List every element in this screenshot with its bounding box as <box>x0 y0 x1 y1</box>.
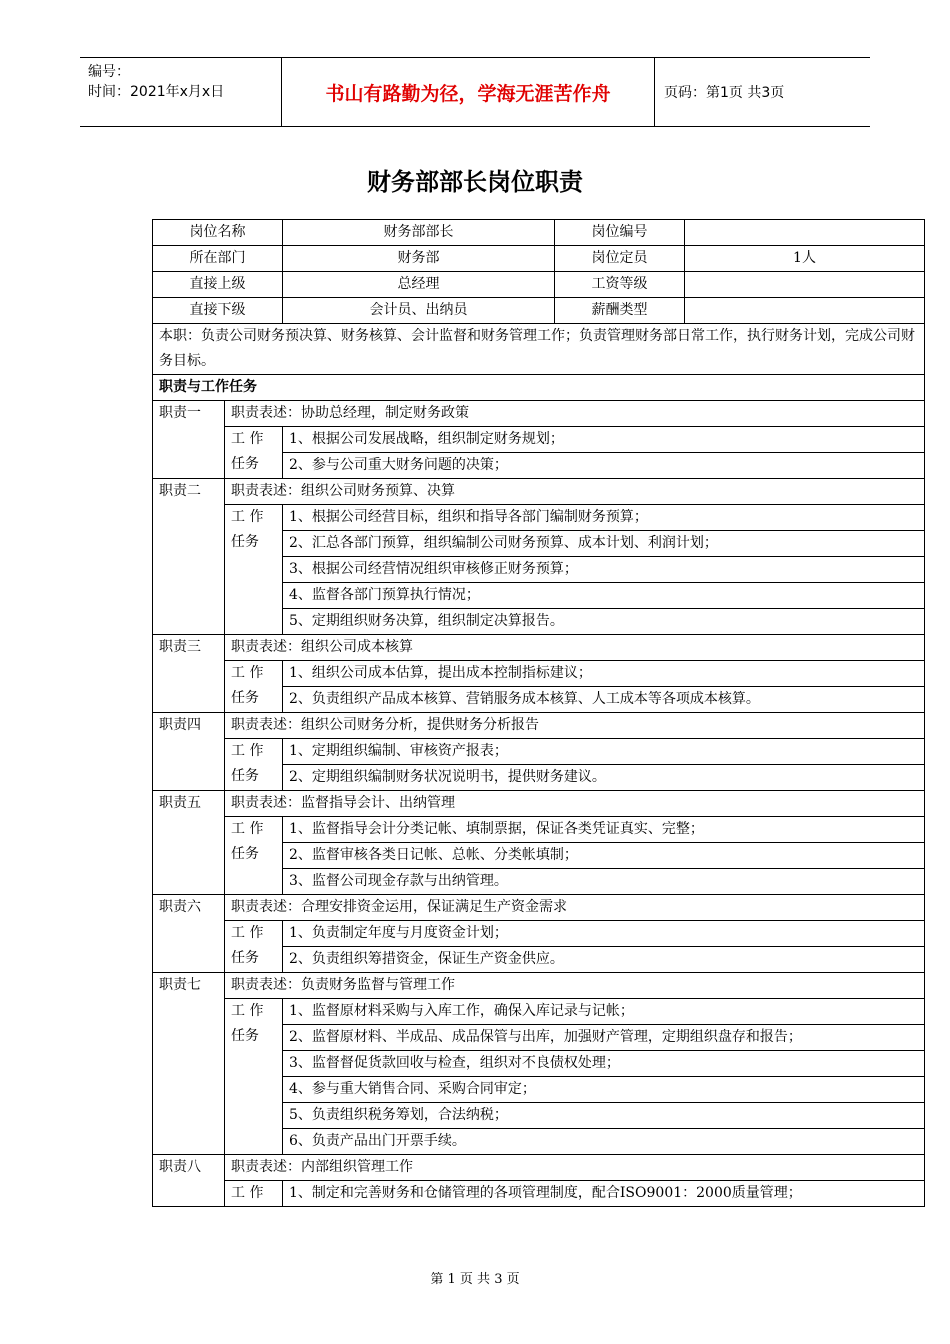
task-label <box>225 999 283 1155</box>
quota-value: 1人 <box>685 246 925 272</box>
duty-description: 职责表述：内部组织管理工作 <box>225 1155 925 1181</box>
duty-row <box>153 895 925 921</box>
task-item: 2、负责组织产品成本核算、营销服务成本核算、人工成本等各项成本核算。 <box>283 687 925 713</box>
task-item: 4、监督各部门预算执行情况； <box>283 583 925 609</box>
salary-value <box>685 298 925 324</box>
summary-row <box>153 324 925 375</box>
duty-name: 职责三 <box>153 635 225 713</box>
task-item: 2、定期组织编制财务状况说明书，提供财务建议。 <box>283 765 925 791</box>
task-label-bottom: 任务 <box>231 456 259 472</box>
document-title: 财务部部长岗位职责 <box>367 168 583 196</box>
section-title: 职责与工作任务 <box>153 375 925 401</box>
task-row <box>153 1181 925 1207</box>
task-row <box>153 739 925 765</box>
duty-row <box>153 791 925 817</box>
duty-row <box>153 401 925 427</box>
duty-description: 职责表述：合理安排资金运用，保证满足生产资金需求 <box>225 895 925 921</box>
task-label <box>225 1181 283 1207</box>
job-summary: 本职：负责公司财务预决算、财务核算、会计监督和财务管理工作；负责管理财务部日常工作，执行财务计划，完成公司财务目标。 <box>153 324 925 375</box>
task-item: 2、监督审核各类日记帐、总帐、分类帐填制； <box>283 843 925 869</box>
number-label: 编号： <box>88 64 130 80</box>
task-label <box>225 817 283 895</box>
task-row <box>153 505 925 531</box>
duty-name: 职责二 <box>153 479 225 635</box>
task-row <box>153 921 925 947</box>
duty-row <box>153 713 925 739</box>
subordinate-value: 会计员、出纳员 <box>283 298 555 324</box>
task-label-bottom: 任务 <box>231 846 259 862</box>
duty-row <box>153 635 925 661</box>
duty-name: 职责七 <box>153 973 225 1155</box>
subordinate-label: 直接下级 <box>153 298 283 324</box>
task-label-top: 工 作 <box>231 925 264 941</box>
task-label-top: 工 作 <box>231 1003 264 1019</box>
task-label <box>225 921 283 973</box>
time-label: 时间：2021年x月x日 <box>88 84 225 100</box>
duty-name: 职责四 <box>153 713 225 791</box>
task-item: 1、负责制定年度与月度资金计划； <box>283 921 925 947</box>
duty-row <box>153 479 925 505</box>
duty-name: 职责一 <box>153 401 225 479</box>
header-divider <box>654 58 655 126</box>
task-label <box>225 427 283 479</box>
post-no-label: 岗位编号 <box>555 220 685 246</box>
task-item: 2、监督原材料、半成品、成品保管与出库，加强财产管理，定期组织盘存和报告； <box>283 1025 925 1051</box>
task-item: 3、根据公司经营情况组织审核修正财务预算； <box>283 557 925 583</box>
task-label-top: 工 作 <box>231 509 264 525</box>
task-item: 1、组织公司成本估算，提出成本控制指标建议； <box>283 661 925 687</box>
task-item: 5、负责组织税务筹划，合法纳税； <box>283 1103 925 1129</box>
task-item: 3、监督公司现金存款与出纳管理。 <box>283 869 925 895</box>
duty-description: 职责表述：协助总经理，制定财务政策 <box>225 401 925 427</box>
task-item: 3、监督督促货款回收与检查，组织对不良债权处理； <box>283 1051 925 1077</box>
superior-label: 直接上级 <box>153 272 283 298</box>
duty-description: 职责表述：组织公司成本核算 <box>225 635 925 661</box>
duty-name: 职责五 <box>153 791 225 895</box>
task-item: 1、监督原材料采购与入库工作，确保入库记录与记帐； <box>283 999 925 1025</box>
task-label <box>225 505 283 635</box>
task-item: 2、参与公司重大财务问题的决策； <box>283 453 925 479</box>
post-no-value <box>685 220 925 246</box>
duty-description: 职责表述：组织公司财务预算、决算 <box>225 479 925 505</box>
task-label <box>225 661 283 713</box>
duty-name: 职责六 <box>153 895 225 973</box>
duty-description: 职责表述：组织公司财务分析，提供财务分析报告 <box>225 713 925 739</box>
header-page-info: 页码：第1页 共3页 <box>664 85 785 101</box>
task-item: 1、定期组织编制、审核资产报表； <box>283 739 925 765</box>
task-label-bottom: 任务 <box>231 690 259 706</box>
task-row <box>153 661 925 687</box>
task-row <box>153 427 925 453</box>
grade-value <box>685 272 925 298</box>
duty-description: 职责表述：监督指导会计、出纳管理 <box>225 791 925 817</box>
task-label-bottom: 任务 <box>231 534 259 550</box>
task-label-top: 工 作 <box>231 743 264 759</box>
task-label-top: 工 作 <box>231 1185 264 1201</box>
page-footer: 第 1 页 共 3 页 <box>430 1272 520 1287</box>
dept-label: 所在部门 <box>153 246 283 272</box>
duty-name: 职责八 <box>153 1155 225 1207</box>
task-item: 2、汇总各部门预算，组织编制公司财务预算、成本计划、利润计划； <box>283 531 925 557</box>
duty-description: 职责表述：负责财务监督与管理工作 <box>225 973 925 999</box>
grade-label: 工资等级 <box>555 272 685 298</box>
quota-label: 岗位定员 <box>555 246 685 272</box>
superior-value: 总经理 <box>283 272 555 298</box>
info-row <box>153 298 925 324</box>
info-row <box>153 220 925 246</box>
post-name-label: 岗位名称 <box>153 220 283 246</box>
duty-row <box>153 1155 925 1181</box>
dept-value: 财务部 <box>283 246 555 272</box>
task-item: 5、定期组织财务决算，组织制定决算报告。 <box>283 609 925 635</box>
task-item: 6、负责产品出门开票手续。 <box>283 1129 925 1155</box>
task-label-top: 工 作 <box>231 821 264 837</box>
salary-label: 薪酬类型 <box>555 298 685 324</box>
task-label-top: 工 作 <box>231 431 264 447</box>
job-description-table <box>152 219 925 1207</box>
task-item: 1、监督指导会计分类记帐、填制票据，保证各类凭证真实、完整； <box>283 817 925 843</box>
info-row <box>153 272 925 298</box>
task-item: 4、参与重大销售合同、采购合同审定； <box>283 1077 925 1103</box>
duty-row <box>153 973 925 999</box>
task-item: 2、负责组织筹措资金，保证生产资金供应。 <box>283 947 925 973</box>
task-item: 1、根据公司发展战略，组织制定财务规划； <box>283 427 925 453</box>
task-item: 1、根据公司经营目标，组织和指导各部门编制财务预算； <box>283 505 925 531</box>
task-label-top: 工 作 <box>231 665 264 681</box>
header-meta <box>88 62 278 102</box>
header-motto: 书山有路勤为径，学海无涯苦作舟 <box>325 82 611 105</box>
task-row <box>153 817 925 843</box>
section-row <box>153 375 925 401</box>
post-name-value: 财务部部长 <box>283 220 555 246</box>
page-header <box>80 57 870 127</box>
task-label-bottom: 任务 <box>231 1028 259 1044</box>
task-label <box>225 739 283 791</box>
info-row <box>153 246 925 272</box>
task-label-bottom: 任务 <box>231 950 259 966</box>
task-row <box>153 999 925 1025</box>
task-item: 1、制定和完善财务和仓储管理的各项管理制度，配合ISO9001：2000质量管理； <box>283 1181 925 1207</box>
task-label-bottom: 任务 <box>231 768 259 784</box>
